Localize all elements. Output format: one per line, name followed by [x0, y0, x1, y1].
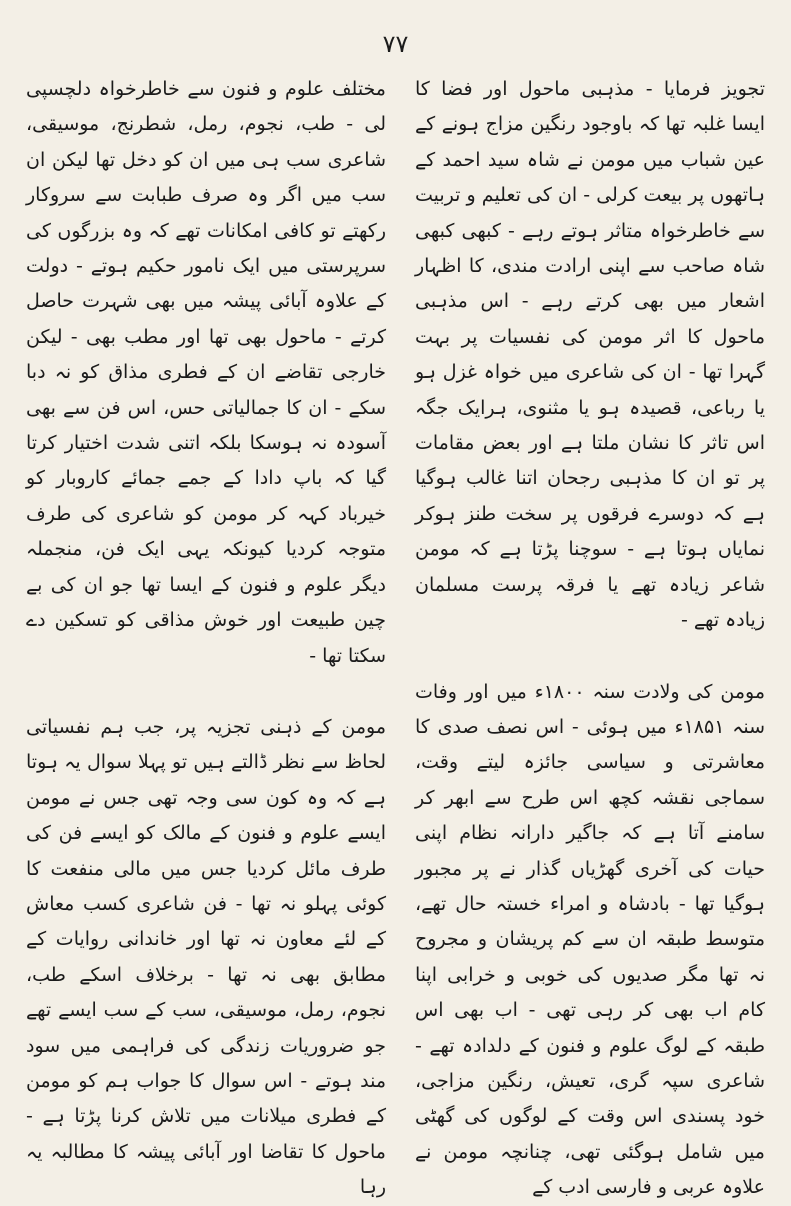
- right-column: [415, 72, 765, 1206]
- paragraph-right-1: تجویز فرمایا - مذہبی ماحول اور فضا کا ایسا غلبہ تھا کہ باوجود رنگین مزاج ہونے کے عین شباب میں مومن نے شاہ سید احمد کے ہاتھوں پر بیعت کرلی - ان کی تعلیم و تربیت سے خاطرخواہ متاثر ہوتے رہے - کبھی کبھی شاہ صاحب سے اپنی ارادت مندی، کا اظہار اشعار میں بھی کرتے رہے - اس مذہبی ماحول کا اثر مومن کی نفسیات پر بہت گہرا تھا - ان کی شاعری میں خواہ غزل ہو یا رباعی، قصیدہ ہو یا مثنوی، ہرایک جگہ اس تاثر کا نشان ملتا ہے اور بعض مقامات پر تو ان کا مذہبی رجحان اتنا غالب ہوگیا ہے کہ دوسرے فرقوں پر سخت طنز ہوکر نمایاں ہوتا ہے - سوچنا پڑتا ہے کہ مومن شاعر زیادہ تھے یا فرقہ پرست مسلمان زیادہ تھے -: [415, 78, 765, 632]
- paragraph-right-2: مومن کی ولادت سنہ ۱۸۰۰ء میں اور وفات سنہ ۱۸۵۱ء میں ہوئی - اس نصف صدی کا معاشرتی و سیاسی جائزہ لیتے وقت، سماجی نقشہ کچھ اس طرح سے ابھر کر سامنے آتا ہے کہ جاگیر دارانہ نظام اپنی حیات کی آخری گھڑیاں گذار نے پر مجبور ہوگیا تھا - بادشاہ و امراء خستہ حال تھے، متوسط طبقہ ان سے کم پریشان و مجروح نہ تھا مگر صدیوں کی خوبی و خرابی اپنا کام اب بھی کر رہی تھی - اب بھی اس طبقہ کے لوگ علوم و فنون کے دلدادہ تھے - شاعری سپہ گری، تعیش، رنگین مزاجی، خود پسندی اس وقت کے لوگوں کی گھٹی میں شامل ہوگئی تھی، چنانچہ مومن نے علاوہ عربی و فارسی ادب کے: [415, 680, 765, 1199]
- page-number: ۷۷: [382, 30, 409, 58]
- left-column: [26, 72, 386, 1206]
- paragraph-left-2: مومن کے ذہنی تجزیہ پر، جب ہم نفسیاتی لحاظ سے نظر ڈالتے ہیں تو پہلا سوال یہ ہوتا ہے کہ وہ کون سی وجہ تھی جس نے مومن ایسے علوم و فنون کے مالک کو ایسے فن کی طرف مائل کردیا جس میں مالی منفعت کا کوئی پہلو نہ تھا - فن شاعری کسب معاش کے لئے معاون نہ تھا اور خاندانی روایات کے مطابق بھی نہ تھا - برخلاف اسکے طب، نجوم، رمل، موسیقی، سب کے سب ایسے تھے جو ضروریات زندگی کی فراہمی میں سود مند ہوتے - اس سوال کا جواب ہم کو مومن کے فطری میلانات میں تلاش کرنا پڑتا ہے - ماحول کا تقاضا اور آبائی پیشہ کا مطالبہ یہ رہا: [26, 715, 386, 1199]
- paragraph-left-1: مختلف علوم و فنون سے خاطرخواہ دلچسپی لی - طب، نجوم، رمل، شطرنج، موسیقی، شاعری سب ہی میں ان کو دخل تھا لیکن ان سب میں اگر وہ صرف طبابت سے سروکار رکھتے تو کافی امکانات تھے کہ وہ بزرگوں کی سرپرستی میں ایک نامور حکیم ہوتے - دولت کے علاوہ آبائی پیشہ میں بھی شہرت حاصل کرتے - ماحول بھی تھا اور مطب بھی - لیکن خارجی تقاضے ان کے فطری مذاق کو نہ دبا سکے - ان کا جمالیاتی حس، اس فن سے بھی آسودہ نہ ہوسکا بلکہ اتنی شدت اختیار کرتا گیا کہ باپ دادا کے جمے جمائے کاروبار کو خیرباد کہہ کر مومن کو شاعری کی طرف متوجہ کردیا کیونکہ یہی ایک فن، منجملہ دیگر علوم و فنون کے ایسا تھا جو ان کی بے چین طبیعت اور خوش مذاقی کو تسکین دے سکتا تھا -: [26, 78, 386, 667]
